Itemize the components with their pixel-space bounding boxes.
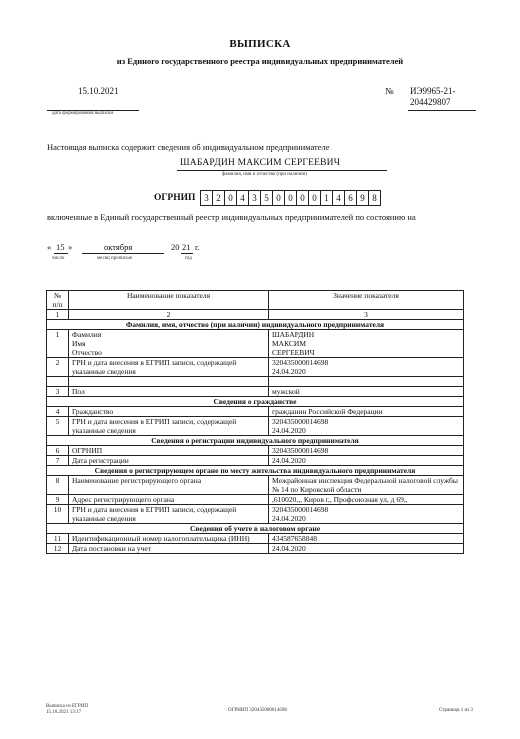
row-label: ГРН и дата внесения в ЕГРИП записи, содержащей указанные сведения <box>69 505 269 524</box>
row-number: 9 <box>47 495 69 505</box>
as-of-year-prefix: 20 <box>171 242 180 252</box>
ogrnip-digit: 0 <box>285 191 297 205</box>
extract-number-line1: ИЭ9965-21- <box>410 86 456 96</box>
row-value: 320435000014698 <box>269 446 464 456</box>
caption-month: месяц прописью <box>97 256 133 261</box>
index-2: 2 <box>69 310 269 320</box>
ogrnip-digits <box>200 190 381 206</box>
row-number: 5 <box>47 417 69 436</box>
ogrnip-digit: 2 <box>213 191 225 205</box>
entrepreneur-name: ШАБАРДИН МАКСИМ СЕРГЕЕВИЧ <box>180 158 341 168</box>
section-row <box>47 466 464 476</box>
as-of-year: 21 <box>182 242 191 252</box>
section-row <box>47 436 464 446</box>
section-row <box>47 397 464 407</box>
ogrnip-digit: 9 <box>357 191 369 205</box>
page-number: Страница 1 из 3 <box>439 708 473 713</box>
section-title: Сведения об учете в налоговом органе <box>47 524 464 534</box>
row-value: 320435000014698 24.04.2020 <box>269 417 464 436</box>
row-value: 24.04.2020 <box>269 456 464 466</box>
row-label: ГРН и дата внесения в ЕГРИП записи, содержащей указанные сведения <box>69 417 269 436</box>
row-label: Дата регистрации <box>69 456 269 466</box>
formation-date: 15.10.2021 <box>78 86 119 96</box>
caption-year: год <box>185 256 192 261</box>
ogrnip-digit: 0 <box>297 191 309 205</box>
row-number: 6 <box>47 446 69 456</box>
as-of-day: 15 <box>56 242 65 252</box>
ogrnip-digit: 6 <box>345 191 357 205</box>
table-row <box>47 456 464 466</box>
row-number: 4 <box>47 407 69 417</box>
extract-number <box>410 86 500 108</box>
ogrnip-digit: 0 <box>309 191 321 205</box>
table-row <box>47 544 464 554</box>
table-row <box>47 495 464 505</box>
row-label: Пол <box>69 387 269 397</box>
date-close-quote: » <box>68 242 73 252</box>
row-value: мужской <box>269 387 464 397</box>
row-label: Наименование регистрирующего органа <box>69 476 269 495</box>
section-title: Фамилия, имя, отчество (при наличии) индивидуального предпринимателя <box>47 320 464 330</box>
table-row <box>47 446 464 456</box>
info-table <box>46 290 464 554</box>
blank-cell <box>269 377 464 387</box>
ogrnip-digit: 5 <box>261 191 273 205</box>
footer-left-date: 15.10.2021 13:17 <box>46 710 82 715</box>
section-title: Сведения о гражданстве <box>47 397 464 407</box>
as-of-month: октября <box>104 242 133 252</box>
ogrnip-digit: 3 <box>249 191 261 205</box>
section-title: Сведения о регистрации индивидуального предпринимателя <box>47 436 464 446</box>
ogrnip-digit: 4 <box>333 191 345 205</box>
ogrnip-digit: 0 <box>273 191 285 205</box>
row-number: 8 <box>47 476 69 495</box>
ogrnip-digit: 4 <box>237 191 249 205</box>
table-index-row <box>47 310 464 320</box>
row-value: гражданин Российской Федерации <box>269 407 464 417</box>
ogrnip-label: ОГРНИП <box>154 193 196 203</box>
row-label: Идентификационный номер налогоплательщика (ИНН) <box>69 534 269 544</box>
row-number: 7 <box>47 456 69 466</box>
row-value: Межрайонная инспекция Федеральной налоговой службы № 14 по Кировской области <box>269 476 464 495</box>
section-title: Сведения о регистрирующем органе по месту жительства индивидуального предпринимателя <box>47 466 464 476</box>
blank-row <box>47 377 464 387</box>
row-number: 2 <box>47 358 69 377</box>
ogrnip-digit: 1 <box>321 191 333 205</box>
date-open-quote: « <box>47 242 52 252</box>
footer-left-title: Выписка из ЕГРИП <box>46 704 88 709</box>
footer-ogrnip: ОГРНИП 320435000014698 <box>228 708 287 713</box>
caption-day: число <box>52 256 65 261</box>
row-number: 1 <box>47 330 69 358</box>
row-value: 320435000014698 24.04.2020 <box>269 505 464 524</box>
extract-number-line2: 204429807 <box>410 97 451 107</box>
section-row <box>47 320 464 330</box>
row-value: ,610020,,, Киров г,, Профсоюзная ул, д 69,, <box>269 495 464 505</box>
row-value: 434587658848 <box>269 534 464 544</box>
formation-date-caption: дата формирования выписки <box>52 111 114 116</box>
blank-cell <box>69 377 269 387</box>
document-subtitle: из Единого государственного реестра индивидуальных предпринимателей <box>116 56 404 66</box>
blank-cell <box>47 377 69 387</box>
table-header-row <box>47 291 464 310</box>
row-label: ОГРНИП <box>69 446 269 456</box>
section-row <box>47 524 464 534</box>
table-row <box>47 505 464 524</box>
row-label: Дата постановки на учет <box>69 544 269 554</box>
row-number: 3 <box>47 387 69 397</box>
ogrnip-digit: 3 <box>201 191 213 205</box>
table-row <box>47 407 464 417</box>
number-sign: № <box>385 86 394 96</box>
table-row <box>47 387 464 397</box>
included-text: включенные в Единый государственный реестр индивидуальных предпринимателей по состоянию на <box>47 212 416 222</box>
year-word: г. <box>195 242 200 252</box>
table-row <box>47 417 464 436</box>
document-title: ВЫПИСКА <box>229 38 291 50</box>
col-header-value: Значение показателя <box>269 291 464 310</box>
row-label: Гражданство <box>69 407 269 417</box>
table-row <box>47 476 464 495</box>
name-caption: фамилия, имя и отчество (при наличии) <box>222 172 307 177</box>
ogrnip-digit: 0 <box>225 191 237 205</box>
row-number: 10 <box>47 505 69 524</box>
index-1: 1 <box>47 310 69 320</box>
row-number: 12 <box>47 544 69 554</box>
intro-text: Настоящая выписка содержит сведения об индивидуальном предпринимателе <box>47 142 330 152</box>
row-value: ШАБАРДИН МАКСИМ СЕРГЕЕВИЧ <box>269 330 464 358</box>
ogrnip-digit: 8 <box>372 193 377 203</box>
col-header-name: Наименование показателя <box>69 291 269 310</box>
row-label: ГРН и дата внесения в ЕГРИП записи, содержащей указанные сведения <box>69 358 269 377</box>
index-3: 3 <box>269 310 464 320</box>
row-label: Фамилия Имя Отчество <box>69 330 269 358</box>
table-row <box>47 358 464 377</box>
col-header-number: № п/п <box>47 291 69 310</box>
table-row <box>47 534 464 544</box>
row-number: 11 <box>47 534 69 544</box>
row-label: Адрес регистрирующего органа <box>69 495 269 505</box>
row-value: 320435000014698 24.04.2020 <box>269 358 464 377</box>
row-value: 24.04.2020 <box>269 544 464 554</box>
table-row <box>47 330 464 358</box>
